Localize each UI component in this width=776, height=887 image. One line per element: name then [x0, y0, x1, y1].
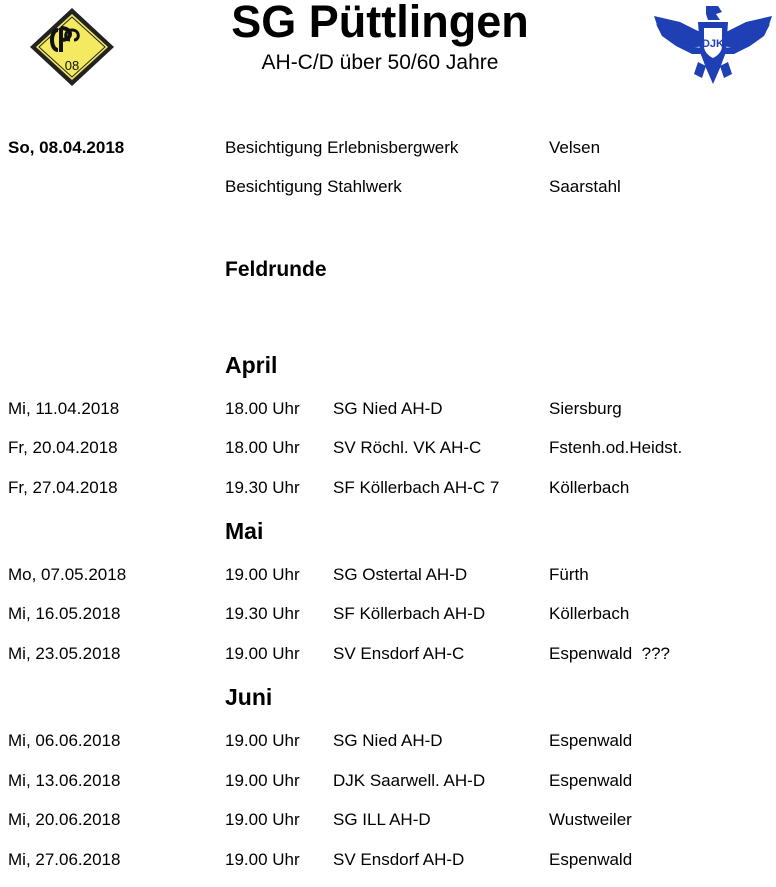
- game-date: Mo, 07.05.2018: [8, 565, 127, 584]
- game-opponent: SV Ensdorf AH-C: [333, 644, 465, 663]
- trip-item-location: Velsen: [549, 138, 601, 157]
- trip-item-label: Besichtigung Stahlwerk: [225, 177, 402, 196]
- game-opponent: SG Nied AH-D: [333, 731, 443, 750]
- trip-item-location: Saarstahl: [549, 177, 621, 196]
- game-opponent: DJK Saarwell. AH-D: [333, 771, 486, 790]
- game-location: Espenwald: [549, 771, 633, 790]
- eagle-shield-text: DJK: [701, 38, 725, 50]
- game-date: Mi, 13.06.2018: [8, 771, 121, 790]
- game-time: 19.00 Uhr: [225, 565, 300, 584]
- month-heading: Juni: [225, 684, 273, 710]
- game-location: Espenwald ???: [549, 644, 670, 663]
- section-title: Feldrunde: [225, 258, 327, 281]
- game-time: 19.00 Uhr: [225, 810, 300, 829]
- game-opponent: SV Ensdorf AH-D: [333, 850, 465, 869]
- game-location: Siersburg: [549, 399, 622, 418]
- game-opponent: SF Köllerbach AH-D: [333, 604, 486, 623]
- trip-date: So, 08.04.2018: [8, 138, 125, 157]
- game-time: 19.00 Uhr: [225, 731, 300, 750]
- game-time: 18.00 Uhr: [225, 438, 300, 457]
- game-time: 19.00 Uhr: [225, 850, 300, 869]
- game-opponent: SG Nied AH-D: [333, 399, 443, 418]
- game-opponent: SG Ostertal AH-D: [333, 565, 468, 584]
- game-location: Espenwald: [549, 850, 633, 869]
- game-location: Wustweiler: [549, 810, 632, 829]
- trip-item-label: Besichtigung Erlebnisbergwerk: [225, 138, 459, 157]
- game-date: Mi, 06.06.2018: [8, 731, 121, 750]
- game-location: Köllerbach: [549, 604, 630, 623]
- game-date: Mi, 27.06.2018: [8, 850, 121, 869]
- game-date: Fr, 27.04.2018: [8, 478, 118, 497]
- game-location: Köllerbach: [549, 478, 630, 497]
- crest-year: 08: [64, 58, 80, 73]
- game-time: 19.00 Uhr: [225, 771, 300, 790]
- month-heading: April: [225, 352, 278, 378]
- game-date: Mi, 23.05.2018: [8, 644, 121, 663]
- club-crest-icon: [28, 6, 116, 88]
- game-time: 19.00 Uhr: [225, 644, 300, 663]
- game-time: 19.30 Uhr: [225, 478, 300, 497]
- game-opponent: SF Köllerbach AH-C 7: [333, 478, 500, 497]
- month-heading: Mai: [225, 518, 264, 544]
- game-time: 18.00 Uhr: [225, 399, 300, 418]
- eagle-icon: [650, 2, 776, 86]
- game-date: Fr, 20.04.2018: [8, 438, 118, 457]
- game-location: Fürth: [549, 565, 589, 584]
- game-location: Espenwald: [549, 731, 633, 750]
- game-date: Mi, 16.05.2018: [8, 604, 121, 623]
- page-title: SG Püttlingen: [231, 0, 529, 47]
- game-opponent: SG ILL AH-D: [333, 810, 431, 829]
- game-location: Fstenh.od.Heidst.: [549, 438, 683, 457]
- page-subtitle: AH-C/D über 50/60 Jahre: [261, 51, 499, 74]
- game-date: Mi, 11.04.2018: [8, 399, 120, 418]
- game-opponent: SV Röchl. VK AH-C: [333, 438, 482, 457]
- game-time: 19.30 Uhr: [225, 604, 300, 623]
- game-date: Mi, 20.06.2018: [8, 810, 121, 829]
